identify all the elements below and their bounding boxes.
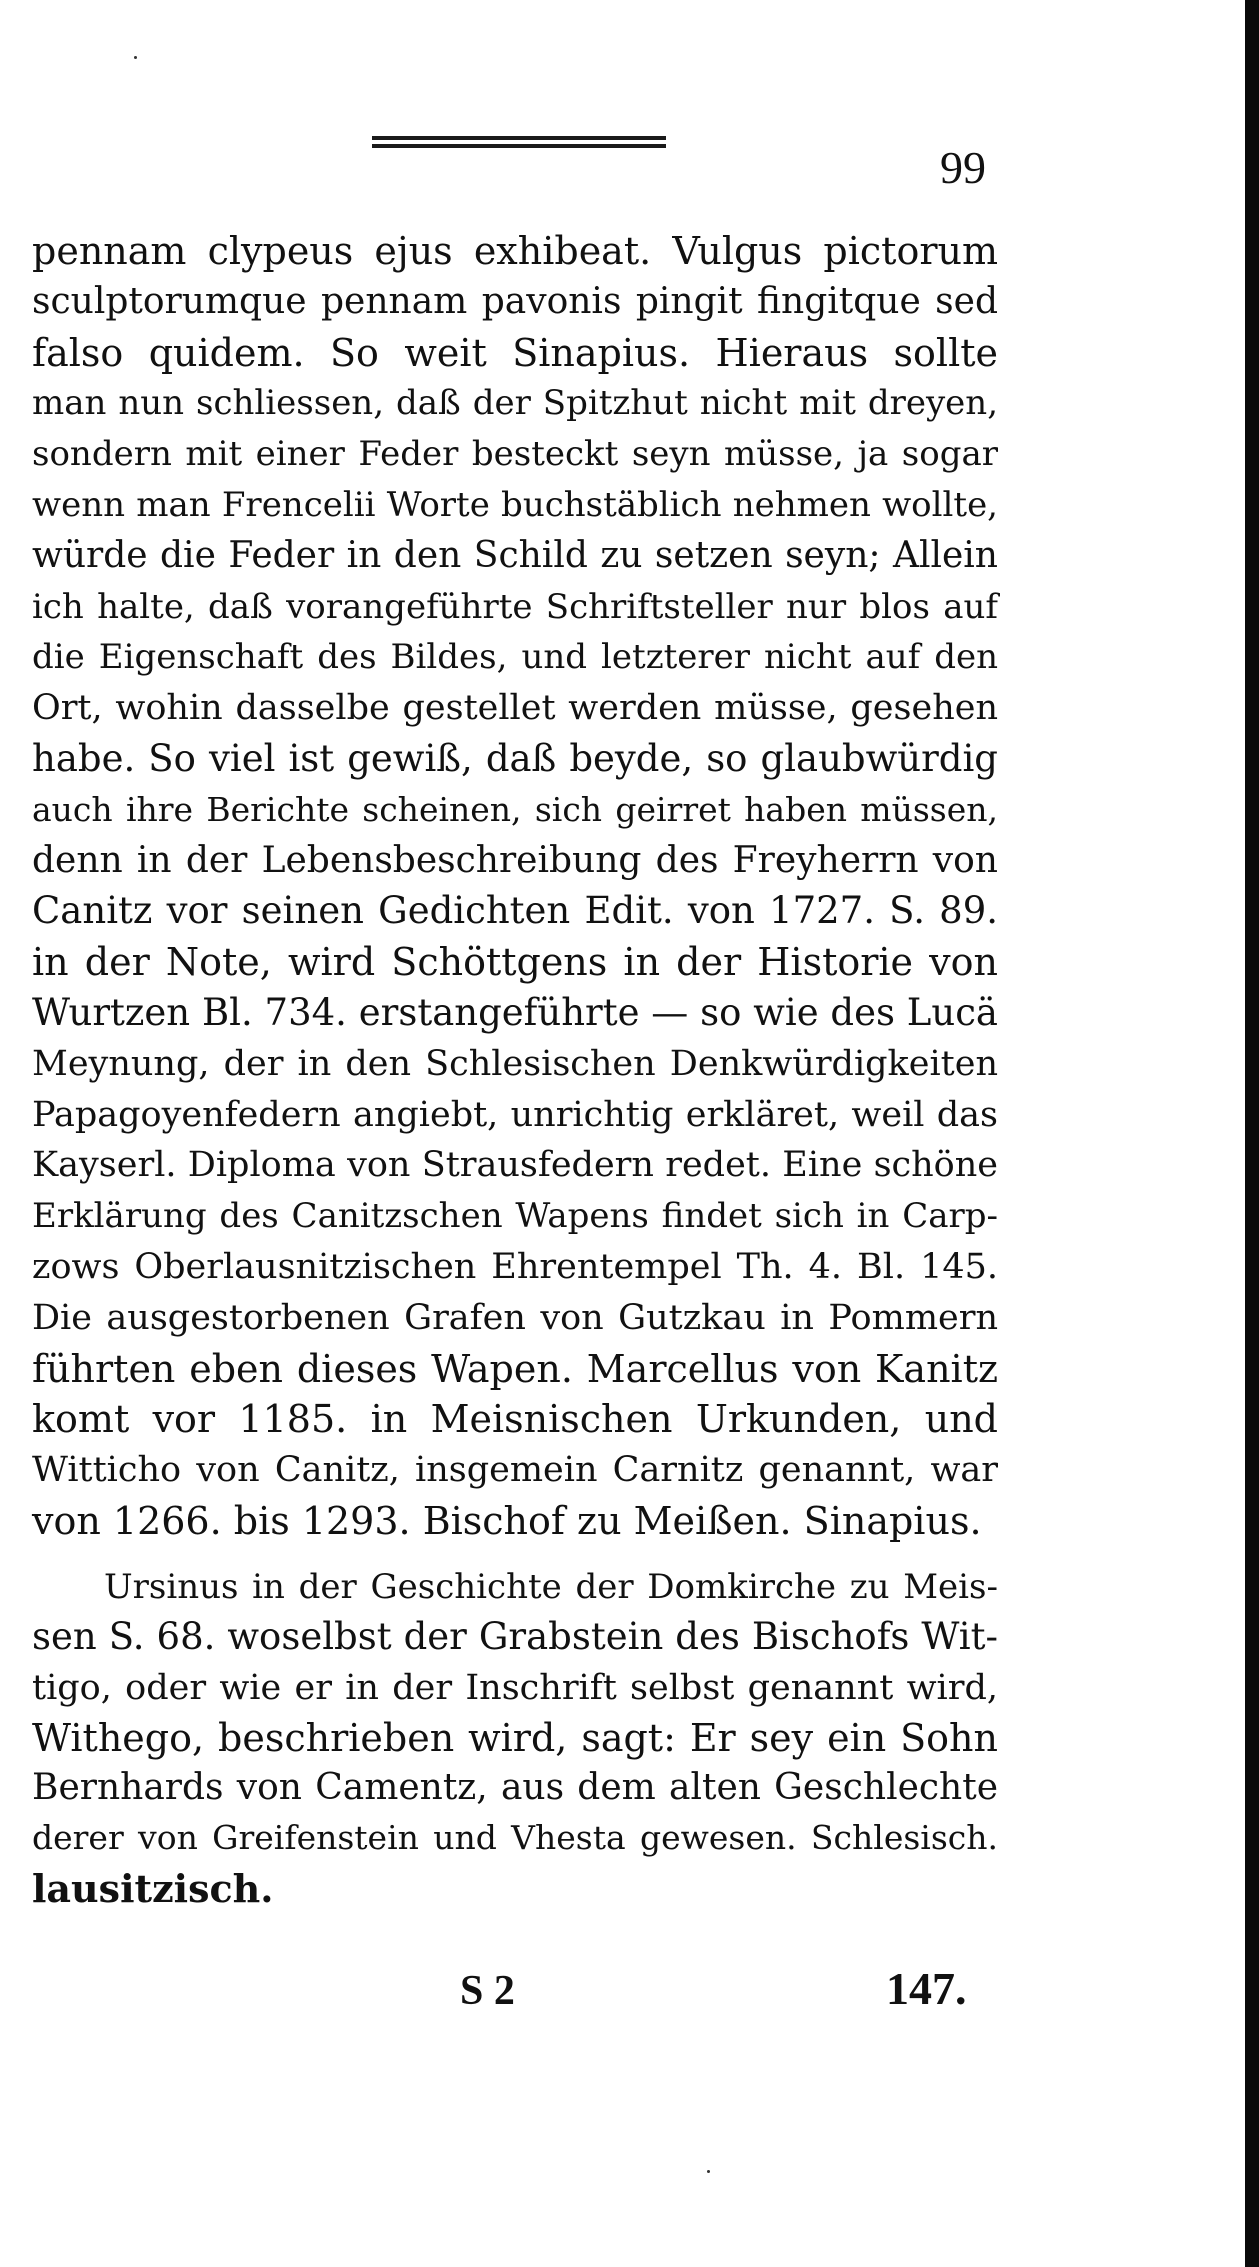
header-rule-bottom xyxy=(372,144,666,148)
text-line: von 1266. bis 1293. Bischof zu Meißen. Sinapius. xyxy=(32,1498,982,1543)
text-line: man nun schliessen, daß der Spitzhut nicht mit dreyen, xyxy=(32,383,998,424)
text-line: zows Oberlausnitzischen Ehrentempel Th. 4. Bl. 145. xyxy=(32,1246,998,1287)
header-rule-top xyxy=(372,136,666,140)
text-line: auch ihre Berichte scheinen, sich geirret haben müssen, xyxy=(32,789,998,829)
text-line: Canitz vor seinen Gedichten Edit. von 1727. S. 89. xyxy=(32,889,998,933)
text-line: Papagoyenfedern angiebt, unrichtig erkläret, weil das xyxy=(32,1094,998,1135)
text-line: Kayserl. Diploma von Strausfedern redet. Eine schöne xyxy=(32,1145,998,1186)
printer-signature-mark: S 2 xyxy=(460,1968,515,2014)
text-line: Ursinus in der Geschichte der Domkirche zu Meis- xyxy=(104,1567,998,1607)
paper-speck xyxy=(134,56,137,59)
text-line: würde die Feder in den Schild zu setzen seyn; Allein xyxy=(32,534,998,576)
text-line: führten eben dieses Wapen. Marcellus von Kanitz xyxy=(32,1346,998,1391)
header-double-rule xyxy=(372,134,666,150)
text-line: derer von Greifenstein und Vhesta gewesen. Schlesisch. xyxy=(32,1818,998,1858)
text-line: Ort, wohin dasselbe gestellet werden müsse, gesehen xyxy=(32,688,998,729)
text-line: die Eigenschaft des Bildes, und letzterer nicht auf den xyxy=(32,637,998,678)
text-line: Erklärung des Canitzschen Wapens findet sich in Carp- xyxy=(32,1196,998,1237)
paragraph-2 xyxy=(32,1562,998,1914)
text-line: sondern mit einer Feder besteckt seyn müsse, ja sogar xyxy=(32,434,998,475)
paper-speck xyxy=(707,2170,710,2173)
catchword: 147. xyxy=(886,1963,967,2014)
text-line: pennam clypeus ejus exhibeat. Vulgus pictorum xyxy=(32,229,998,273)
page-edge-shadow xyxy=(1245,0,1259,2267)
text-line: tigo, oder wie er in der Inschrift selbst genannt wird, xyxy=(32,1667,998,1708)
text-line: komt vor 1185. in Meisnischen Urkunden, und xyxy=(32,1397,998,1442)
text-line: sen S. 68. woselbst der Grabstein des Bischofs Wit- xyxy=(32,1615,998,1659)
text-line: denn in der Lebensbeschreibung des Freyherrn von xyxy=(32,839,998,881)
text-line: lausitzisch. xyxy=(32,1865,274,1911)
text-line: Meynung, der in den Schlesischen Denkwürdigkeiten xyxy=(32,1043,998,1084)
text-line: Die ausgestorbenen Grafen von Gutzkau in Pommern xyxy=(32,1297,998,1338)
text-line: in der Note, wird Schöttgens in der Historie von xyxy=(32,940,998,985)
text-line: ich halte, daß vorangeführte Schriftsteller nur blos auf xyxy=(32,586,998,627)
text-line: Wurtzen Bl. 734. erstangeführte — so wie des Lucä xyxy=(32,990,998,1034)
text-line: habe. So viel ist gewiß, daß beyde, so glaubwürdig xyxy=(32,736,998,780)
text-line: Bernhards von Camentz, aus dem alten Geschlechte xyxy=(32,1767,998,1809)
paragraph-1 xyxy=(32,226,998,1547)
text-line: wenn man Frencelii Worte buchstäblich nehmen wollte, xyxy=(32,484,998,525)
text-line: Withego, beschrieben wird, sagt: Er sey ein Sohn xyxy=(32,1715,998,1760)
text-line: sculptorumque pennam pavonis pingit fingitque sed xyxy=(32,280,998,322)
text-line: falso quidem. So weit Sinapius. Hieraus sollte xyxy=(32,330,998,375)
text-line: Witticho von Canitz, insgemein Carnitz genannt, war xyxy=(32,1450,998,1491)
page-number: 99 xyxy=(940,142,986,193)
